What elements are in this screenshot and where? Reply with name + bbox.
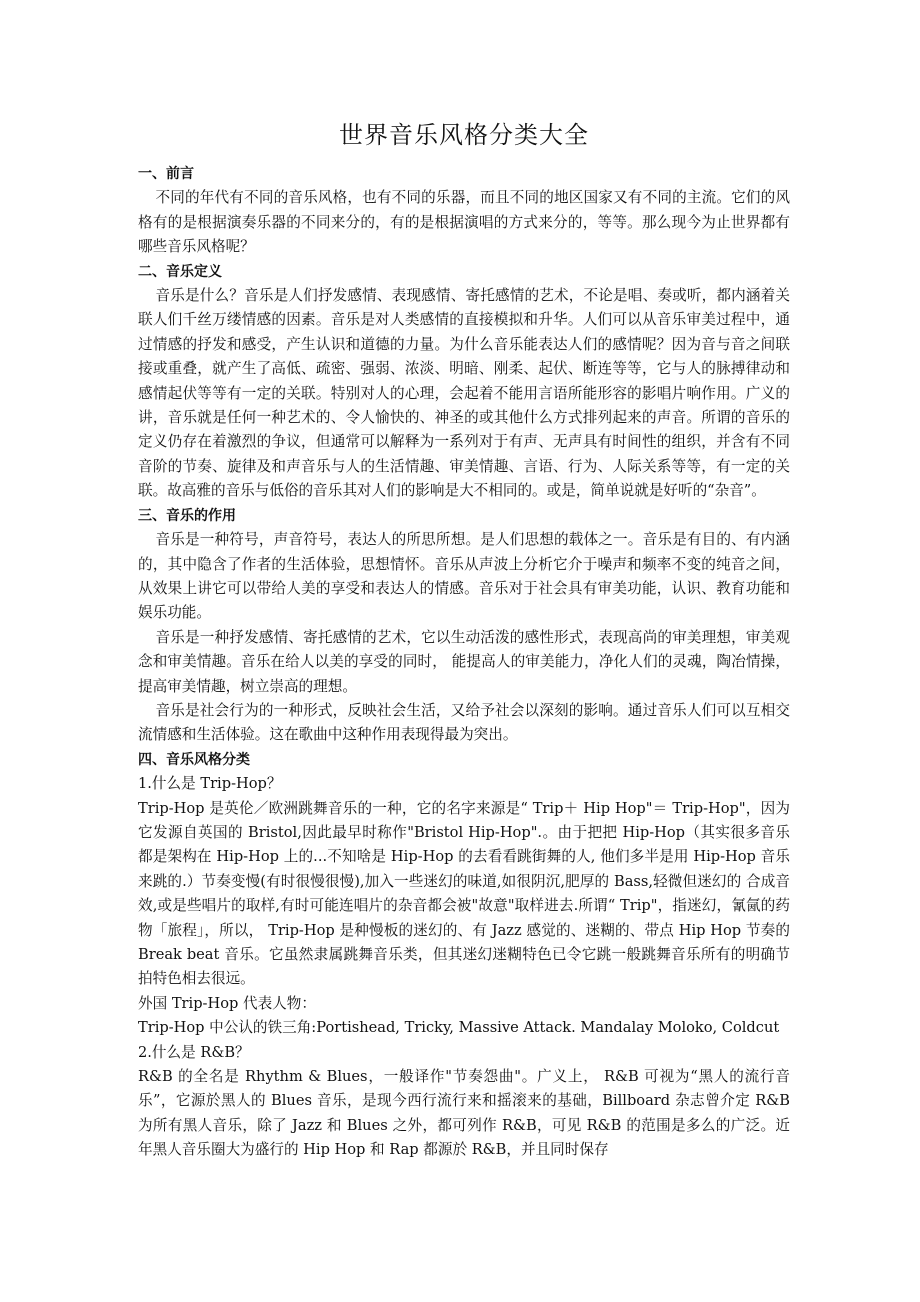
question-rnb: 2.什么是 R&B？ <box>138 1043 250 1061</box>
section-heading-styles: 四、音乐风格分类 <box>138 751 250 768</box>
document-title: 世界音乐风格分类大全 <box>339 121 589 149</box>
document-page <box>138 118 790 1163</box>
section-heading-function: 三、音乐的作用 <box>138 507 236 524</box>
trip-hop-paragraph: Trip-Hop 是英伦／欧洲跳舞音乐的一种，它的名字来源是“ Trip＋ Hip Hop"＝ Trip-Hop"，因为它发源自英国的 Bristol,因此最早时称作"Bristol Hip-Hop".。由于把把 Hip-Hop（其实很多音乐都是架构在 Hip-Hop 上的...不知啥是 Hip-Hop 的去看看跳街舞的人, 他们多半是用 Hip-Hop 音乐来跳的.）节奏变慢(有时很慢很慢),加入一些迷幻的味道,如很阴沉,肥厚的 Bass,轻微但迷幻的 合成音效,或是些唱片的取样,有时可能连唱片的杂音都会被"故意"取样进去.所谓“ Trip"，指迷幻，氰氤的药物「旅程」，所以， Trip-Hop 是种慢板的迷幻的、有 Jazz 感觉的、迷糊的、带点 Hip Hop 节奏的 Break beat 音乐。它虽然隶属跳舞音乐类，但其迷幻迷糊特色已令它跳一般跳舞音乐所有的明确节拍特色相去很远。 <box>138 799 790 988</box>
question-trip-hop: 1.什么是 Trip-Hop？ <box>138 775 282 793</box>
function-paragraph-3: 音乐是社会行为的一种形式，反映社会生活，又给予社会以深刻的影响。通过音乐人们可以互相交流情感和生活体验。这在歌曲中这种作用表现得最为突出。 <box>138 701 790 744</box>
section-heading-preface: 一、前言 <box>138 166 194 182</box>
definition-paragraph: 音乐是什么？音乐是人们抒发感情、表现感情、寄托感情的艺术，不论是唱、奏或听，都内涵着关联人们千丝万缕情感的因素。音乐是对人类感情的直接模拟和升华。人们可以从音乐审美过程中，通过情感的抒发和感受，产生认识和道德的力量。为什么音乐能表达人们的感情呢？因为音与音之间联接或重叠，就产生了高低、疏密、强弱、浓淡、明暗、刚柔、起伏、断连等等，它与人的脉搏律动和感情起伏等等有一定的关联。特别对人的心理，会起着不能用言语所能形容的影唱片响作用。广义的讲，音乐就是任何一种艺术的、令人愉快的、神圣的或其他什么方式排列起来的声音。所谓的音乐的定义仍存在着激烈的争议，但通常可以解释为一系列对于有声、无声具有时间性的组织，并含有不同音阶的节奏、旋律及和声音乐与人的生活情趣、审美情趣、言语、行为、人际关系等等，有一定的关联。故高雅的音乐与低俗的音乐其对人们的影响是大不相同的。或是，简单说就是好听的“杂音”。 <box>138 287 790 500</box>
section-heading-definition: 二、音乐定义 <box>138 263 222 280</box>
trip-hop-representatives-label: 外国 Trip-Hop 代表人物： <box>138 994 316 1012</box>
function-paragraph-1: 音乐是一种符号，声音符号，表达人的所思所想。是人们思想的载体之一。音乐是有目的、有内涵的，其中隐含了作者的生活体验，思想情怀。音乐从声波上分析它介于噪声和频率不变的纯音之间，从效果上讲它可以带给人美的享受和表达人的情感。音乐对于社会具有审美功能，认识、教育功能和娱乐功能。 <box>138 531 790 622</box>
preface-paragraph: 不同的年代有不同的音乐风格，也有不同的乐器，而且不同的地区国家又有不同的主流。它们的风格有的是根据演奏乐器的不同来分的，有的是根据演唱的方式来分的，等等。那么现今为止世界都有哪些音乐风格呢？ <box>138 189 790 256</box>
trip-hop-representatives: Trip-Hop 中公认的铁三角:Portishead, Tricky, Massive Attack. Mandalay Moloko, Coldcut <box>138 1019 780 1037</box>
function-paragraph-2: 音乐是一种抒发感情、寄托感情的艺术，它以生动活泼的感性形式，表现高尚的审美理想，审美观念和审美情趣。音乐在给人以美的享受的同时， 能提高人的审美能力，净化人们的灵魂，陶冶情操，提高审美情趣，树立崇高的理想。 <box>138 628 790 695</box>
rnb-paragraph: R&B 的全名是 Rhythm & Blues，一般译作"节奏怨曲"。广义上， R&B 可视为“黑人的流行音乐”，它源於黑人的 Blues 音乐，是现今西行流行来和摇滚来的基础，Billboard 杂志曾介定 R&B 为所有黑人音乐，除了 Jazz 和 Blues 之外，都可列作 R&B，可见 R&B 的范围是多么的广泛。近年黑人音乐圈大为盛行的 Hip Hop 和 Rap 都源於 R&B，并且同时保存 <box>138 1068 790 1159</box>
